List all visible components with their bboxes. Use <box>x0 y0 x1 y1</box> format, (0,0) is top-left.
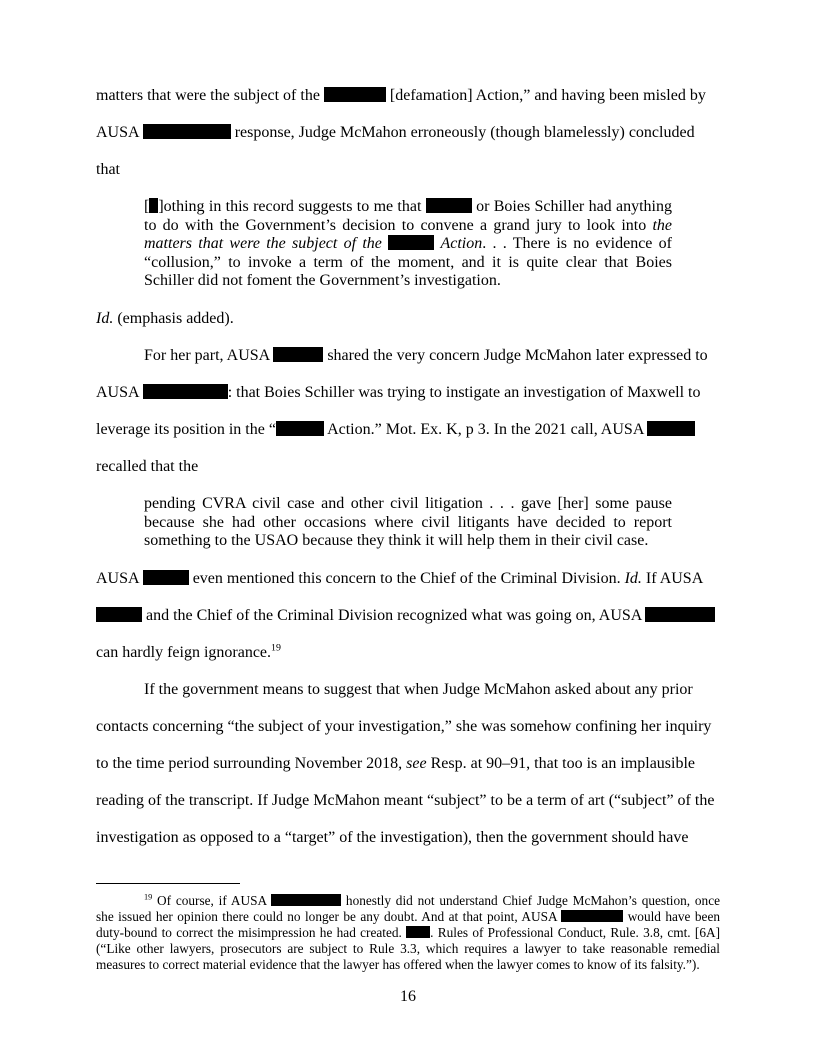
redaction-bar <box>561 910 623 922</box>
footnote-marker: 19 <box>271 642 281 654</box>
text-run: see <box>406 754 427 772</box>
redaction-bar <box>271 894 341 906</box>
text-run: shared the very concern Judge McMahon later expressed to AUSA <box>96 346 708 401</box>
paragraph-continuation <box>96 77 720 188</box>
redaction-bar <box>645 607 715 622</box>
text-run: Action.” Mot. Ex. K, p 3. In the 2021 call, AUSA <box>323 420 648 438</box>
footnote-marker: 19 <box>144 892 153 902</box>
text-run: . Rules of Professional Conduct, Rule. 3.8, cmt. [6A] (“Like other lawyers, prosecutors are subject to Rule 3.3, which requires a lawyer to take reasonable remedial measures to correct material evidence that the lawyer has offered when the lawyer comes to know of its falsity.”). <box>96 924 720 972</box>
text-run: pending CVRA civil case and other civil litigation . . . gave [her] some pause because she had other occasions where civil litigants have decided to report something to the USAO because they think it will help them in their civil case. <box>144 494 672 550</box>
text-run: matters that were the subject of the <box>96 87 324 104</box>
text-run: If AUSA <box>641 569 703 587</box>
text-run: For her part, AUSA <box>144 346 274 364</box>
block-quote-mcmahon <box>144 198 672 291</box>
text-run: (emphasis added). <box>113 309 234 327</box>
redaction-bar <box>143 124 231 139</box>
text-run: [defamation] Action,” and having been misled by AUSA <box>96 87 706 141</box>
redaction-bar <box>273 347 323 362</box>
redaction-bar <box>96 607 142 622</box>
text-run: recalled that the <box>96 457 199 475</box>
text-run: : that Boies Schiller was trying to instigate an investigation of Maxwell to leverage its position in the “ <box>96 383 701 438</box>
page-number: 16 <box>400 988 416 1005</box>
text-run: Of course, if AUSA <box>152 892 272 908</box>
text-run: and the Chief of the Criminal Division recognized what was going on, AUSA <box>142 606 646 624</box>
footnote-rule <box>96 883 240 884</box>
redaction-bar <box>324 87 386 102</box>
text-run: or Boies Schiller had anything to do with the Government’s decision to convene a grand jury to look into <box>144 198 672 234</box>
paragraph-ausa-mentioned <box>96 560 720 671</box>
text-run: ]othing in this record suggests to me that <box>158 198 426 215</box>
redaction-bar <box>143 570 189 585</box>
redaction-bar <box>143 384 228 399</box>
redaction-bar <box>388 235 434 250</box>
paragraph-for-her-part <box>96 337 720 485</box>
text-run: If the government means to suggest that when Judge McMahon asked about any prior contacts concerning “the subject of your investigation,” she was somehow confining her inquiry to the time period surrounding November 2018, <box>96 680 712 772</box>
document-body <box>96 77 720 973</box>
footnote-19 <box>96 893 720 973</box>
redaction-bar <box>426 198 472 213</box>
text-run: Id. <box>96 309 114 327</box>
text-run: would have been duty-bound to correct the misimpression he had created. <box>96 908 720 940</box>
paragraph-if-the-government <box>96 671 720 856</box>
text-run: response, Judge McMahon erroneously (though blamelessly) concluded that <box>96 124 695 178</box>
text-run: honestly did not understand Chief Judge McMahon’s question, once she issued her opinion there could no longer be any doubt. And at that point, AUSA <box>96 892 720 924</box>
redaction-bar <box>647 421 695 436</box>
text-run: . . . There is no evidence of “collusion,” to invoke a term of the moment, and it is quite clear that Boies Schiller did not foment the Government’s investigation. <box>144 235 672 290</box>
text-run: Resp. at 90–91, that too is an implausible reading of the transcript. If Judge McMahon meant “subject” to be a term of art (“subject” of the investigation as opposed to a “target” of the investigation), then the government should have <box>96 754 715 846</box>
text-run: Action <box>440 235 483 253</box>
text-run: AUSA <box>96 569 143 587</box>
text-run: even mentioned this concern to the Chief of the Criminal Division. <box>188 569 625 587</box>
redaction-bar <box>406 926 430 938</box>
citation-line <box>96 300 720 337</box>
text-run: the matters that were the subject of the <box>144 216 672 253</box>
text-run: can hardly feign ignorance. <box>96 643 272 661</box>
text-run: [ <box>144 198 150 215</box>
block-quote-pending-cvra <box>144 495 672 551</box>
text-run: Id. <box>624 569 642 587</box>
redaction-bar <box>276 421 324 436</box>
redaction-bar <box>149 198 158 213</box>
